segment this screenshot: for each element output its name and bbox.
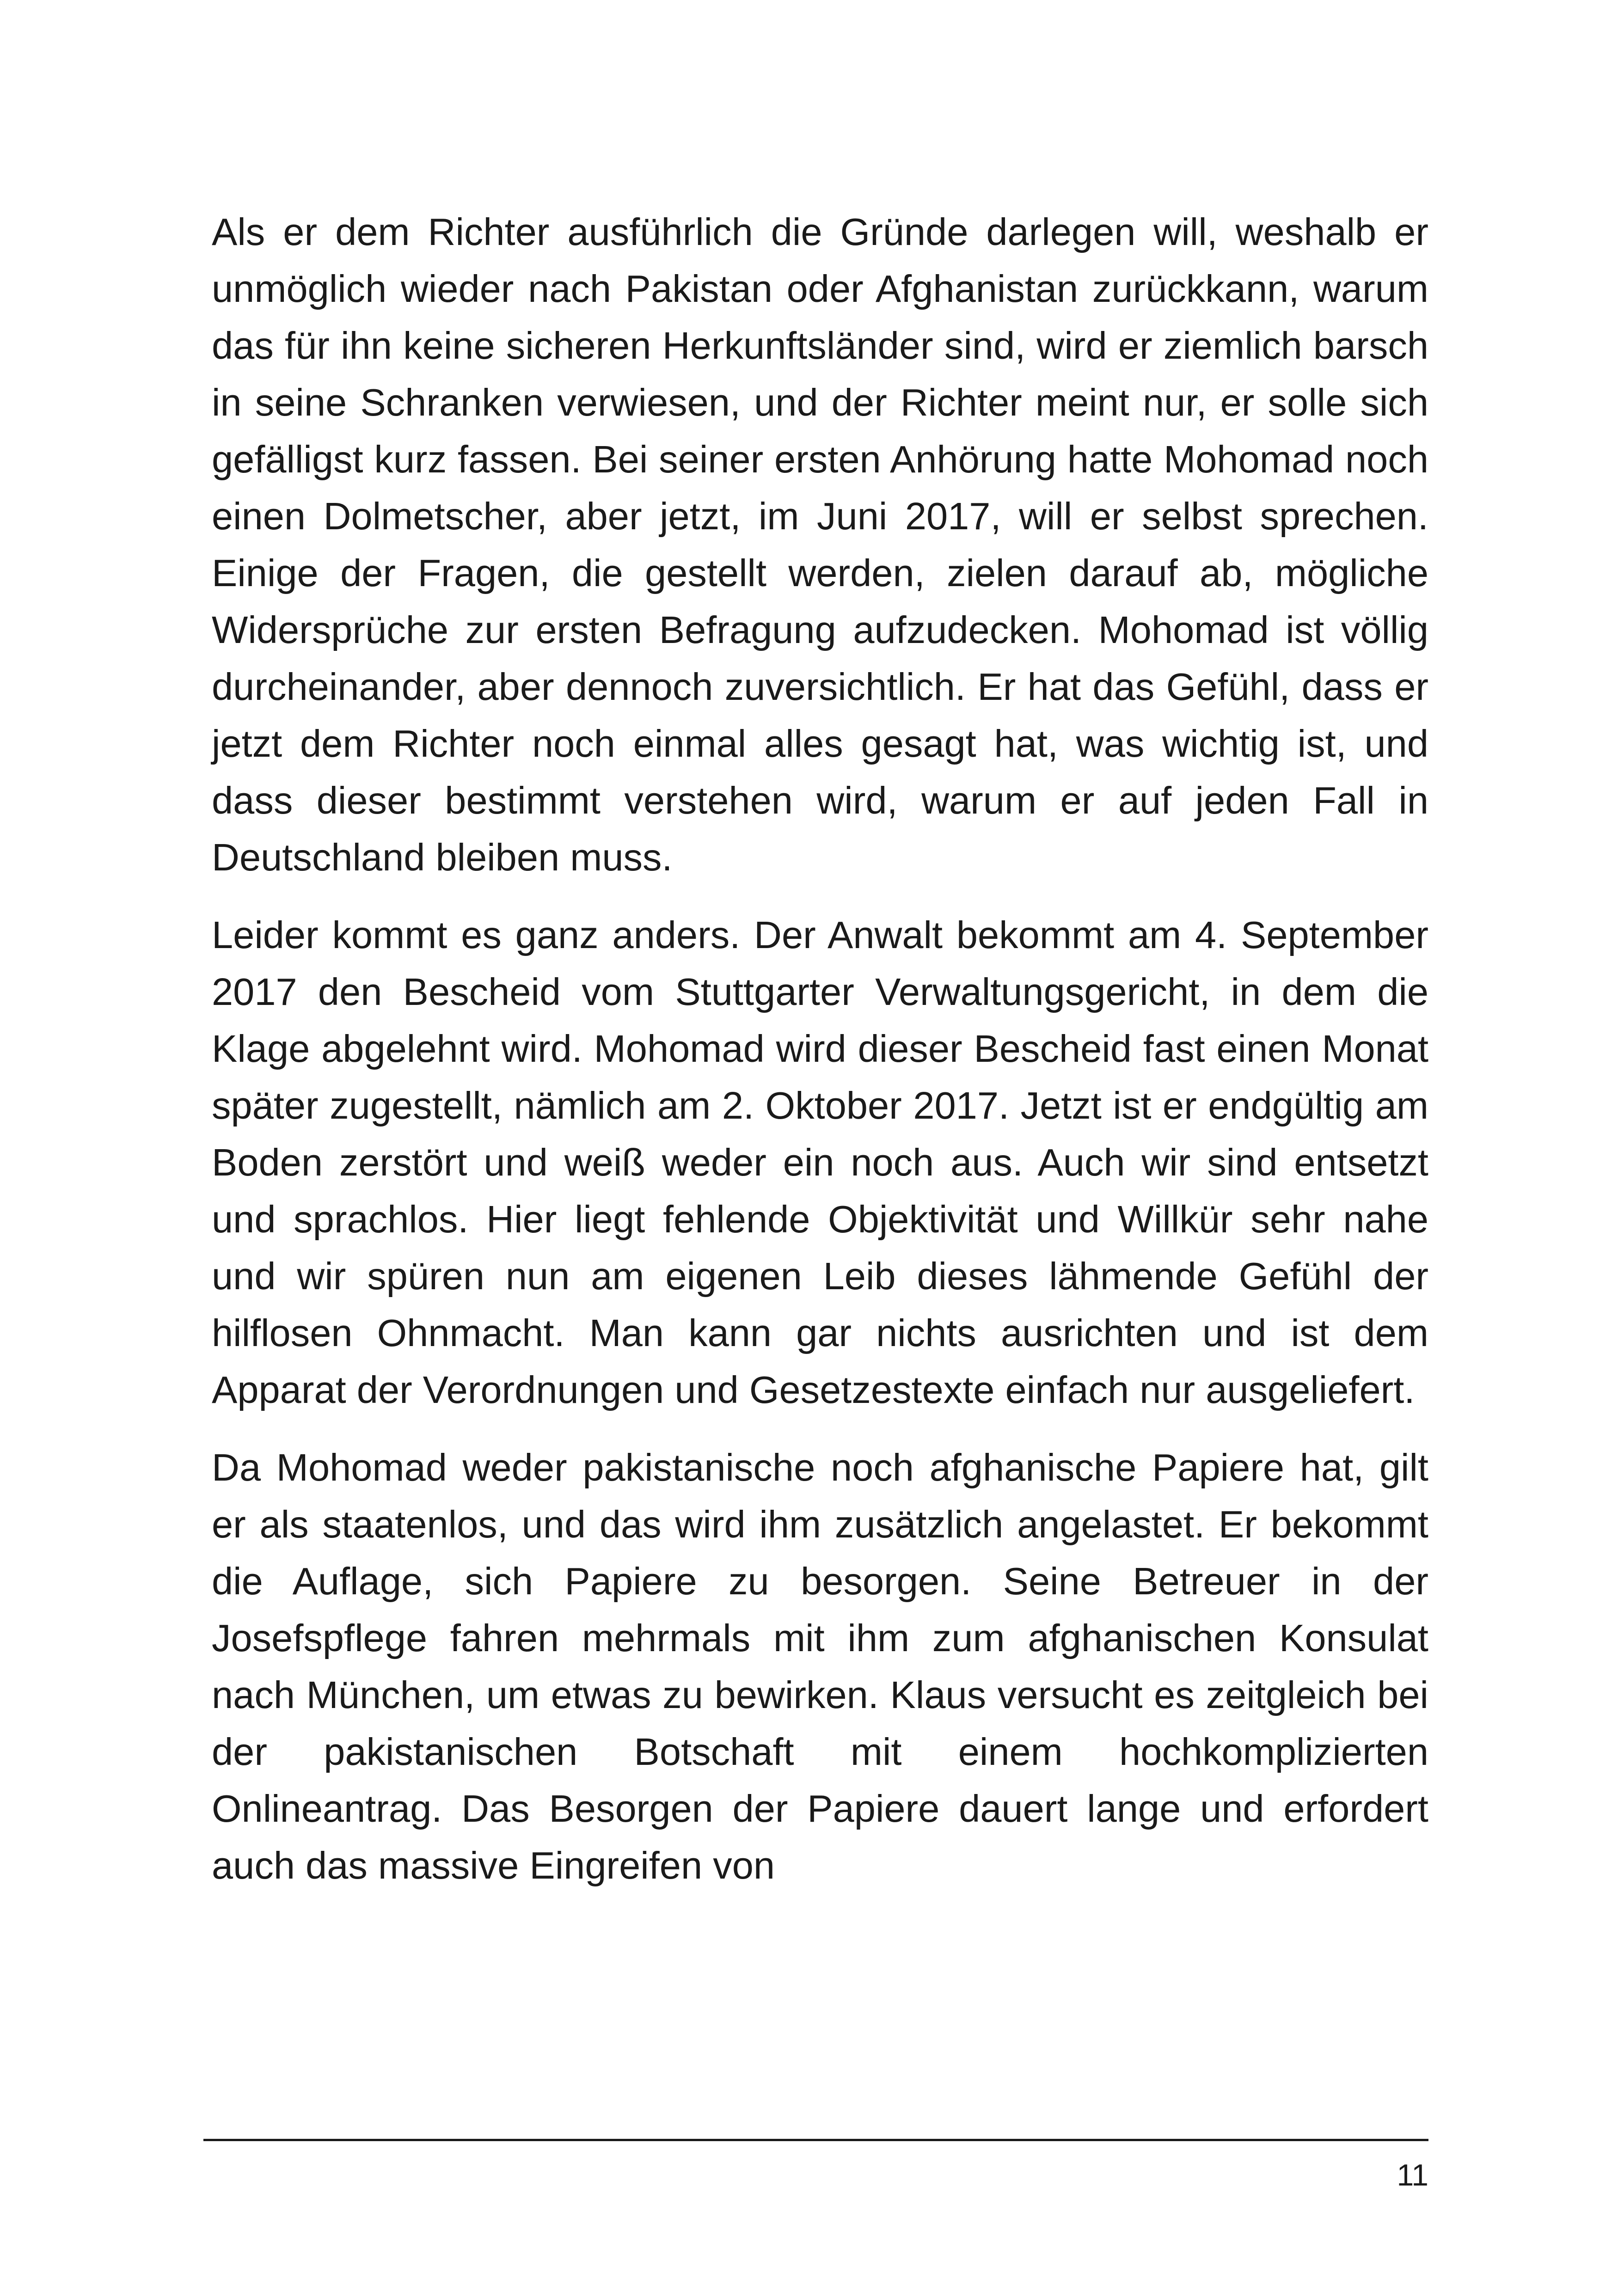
paragraph-1: Als er dem Richter ausführlich die Gründe darlegen will, weshalb er unmöglich wieder nach Pakistan oder Afghanistan zurückkann, warum das für ihn keine sicheren Herkunftsländer sind, wird er ziemlich barsch in seine Schranken verwiesen, und der Richter meint nur, er solle sich gefälligst kurz fassen. Bei seiner ersten Anhörung hatte Mohomad noch einen Dolmetscher, aber jetzt, im Juni 2017, will er selbst sprechen. Einige der Fragen, die gestellt werden, zielen darauf ab, mögliche Widersprüche zur ersten Befragung aufzudecken. Mohomad ist völlig durcheinander, aber dennoch zuversichtlich. Er hat das Gefühl, dass er jetzt dem Richter noch einmal alles gesagt hat, was wichtig ist, und dass dieser bestimmt verstehen wird, warum er auf jeden Fall in Deutschland bleiben muss. <box>212 210 1428 879</box>
body-text <box>212 203 1428 1915</box>
page-number: 11 <box>1397 2158 1428 2192</box>
footer-divider <box>203 2139 1428 2141</box>
paragraph-2: Leider kommt es ganz anders. Der Anwalt bekommt am 4. September 2017 den Bescheid vom Stuttgarter Verwaltungsgericht, in dem die Klage abgelehnt wird. Mohomad wird dieser Bescheid fast einen Monat später zugestellt, nämlich am 2. Oktober 2017. Jetzt ist er endgültig am Boden zerstört und weiß weder ein noch aus. Auch wir sind entsetzt und sprachlos. Hier liegt fehlende Objektivität und Willkür sehr nahe und wir spüren nun am eigenen Leib dieses lähmende Gefühl der hilflosen Ohnmacht. Man kann gar nichts ausrichten und ist dem Apparat der Verordnungen und Gesetzestexte einfach nur ausgeliefert. <box>212 913 1428 1411</box>
paragraph-3: Da Mohomad weder pakistanische noch afghanische Papiere hat, gilt er als staatenlos, und das wird ihm zusätzlich angelastet. Er bekommt die Auflage, sich Papiere zu besorgen. Seine Betreuer in der Josefspflege fahren mehrmals mit ihm zum afghanischen Konsulat nach München, um etwas zu bewirken. Klaus versucht es zeitgleich bei der pakistanischen Botschaft mit einem hochkomplizierten Onlineantrag. Das Besorgen der Papiere dauert lange und erfordert auch das massive Eingreifen von <box>212 1446 1428 1887</box>
